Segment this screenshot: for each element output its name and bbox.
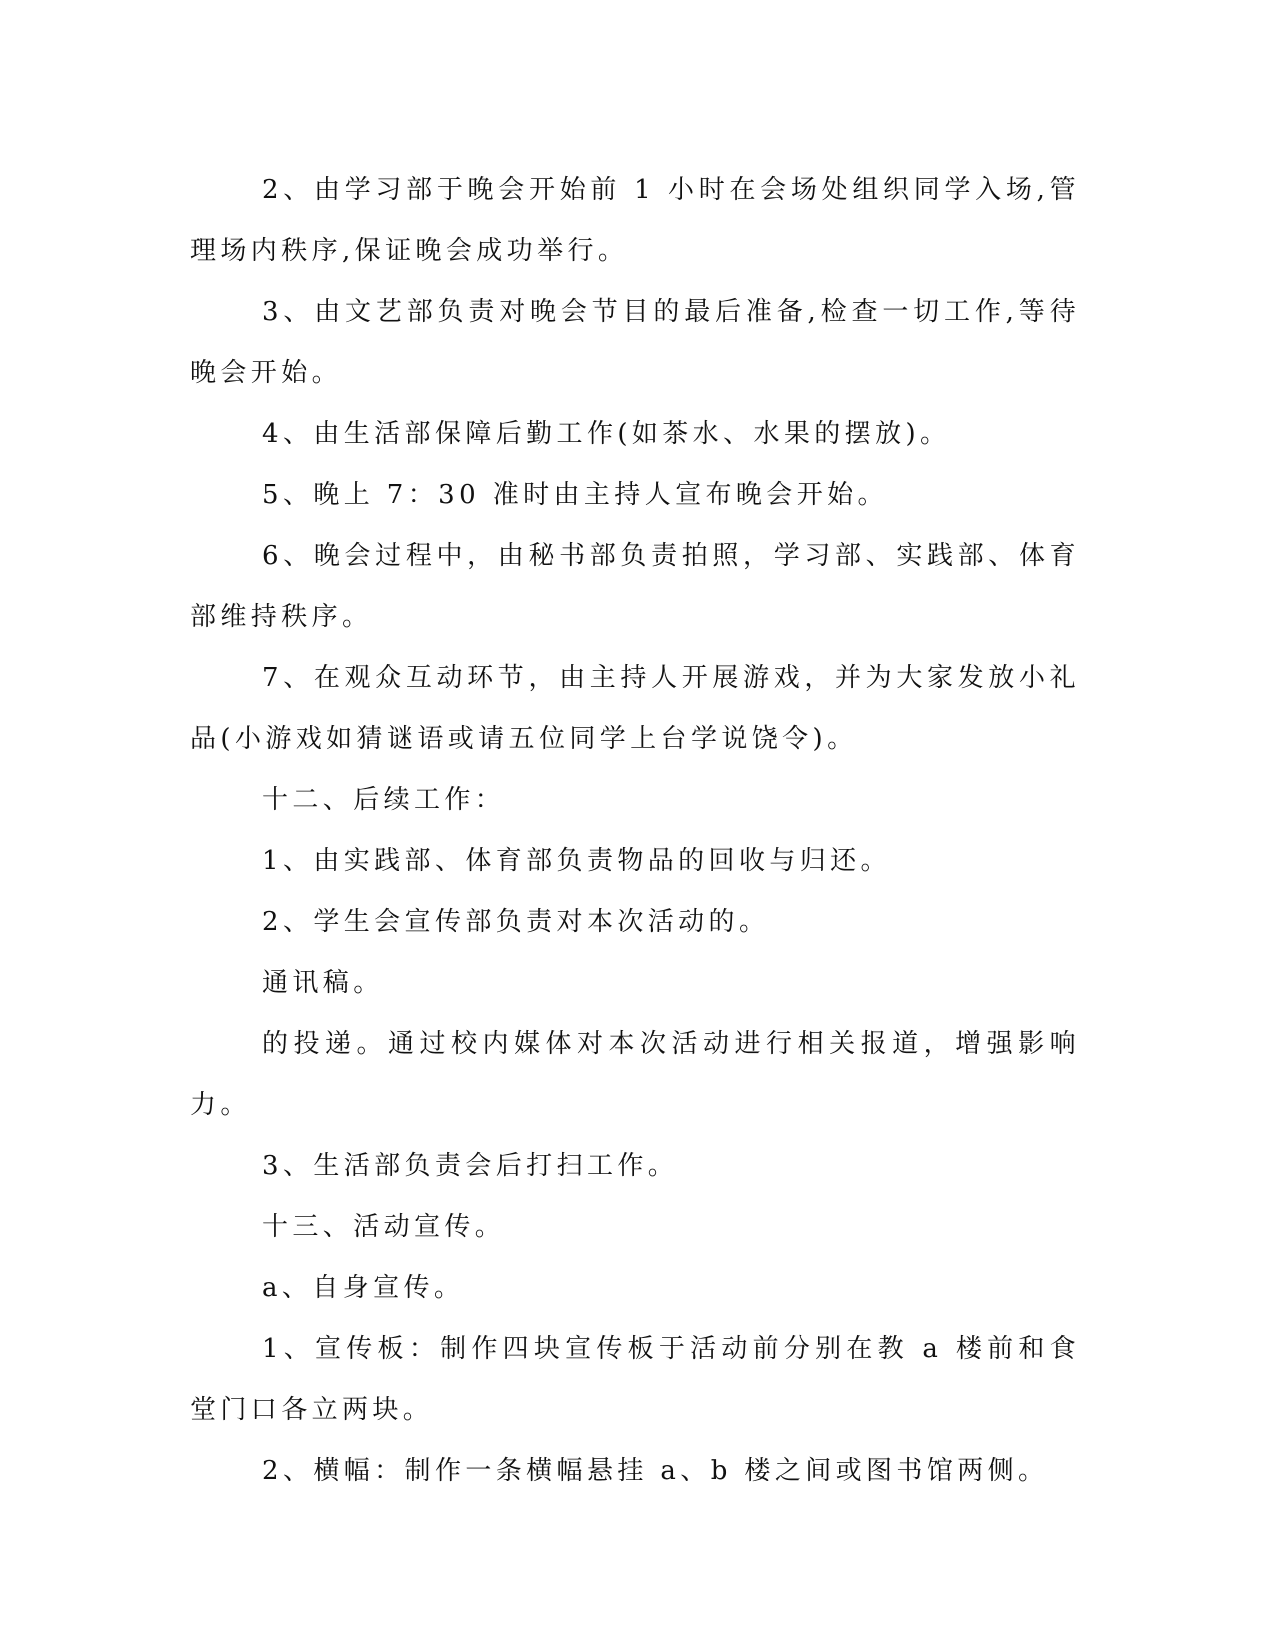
paragraph: 3、生活部负责会后打扫工作。: [262, 1151, 679, 1181]
paragraph: 5、晚上 7：30 准时由主持人宣布晚会开始。: [262, 480, 888, 510]
paragraph: 的投递。通过校内媒体对本次活动进行相关报道，增强影响力。: [190, 1029, 1080, 1120]
paragraph: 3、由文艺部负责对晚会节目的最后准备,检查一切工作,等待晚会开始。: [190, 297, 1080, 388]
paragraph: 通讯稿。: [262, 968, 384, 998]
paragraph: 7、在观众互动环节，由主持人开展游戏，并为大家发放小礼品(小游戏如猜谜语或请五位同学上台学说饶令)。: [190, 663, 1080, 754]
paragraph: 4、由生活部保障后勤工作(如茶水、水果的摆放)。: [262, 419, 951, 449]
paragraph: 2、由学习部于晚会开始前 1 小时在会场处组织同学入场,管理场内秩序,保证晚会成功举行。: [190, 175, 1080, 266]
paragraph: 2、学生会宣传部负责对本次活动的。: [262, 907, 770, 937]
document-body: [190, 160, 1080, 1502]
paragraph: 1、宣传板：制作四块宣传板于活动前分别在教 a 楼前和食堂门口各立两块。: [190, 1334, 1080, 1425]
subsection-heading: a、自身宣传。: [262, 1273, 465, 1303]
section-heading: 十三、活动宣传。: [262, 1212, 506, 1242]
paragraph: 6、晚会过程中，由秘书部负责拍照，学习部、实践部、体育部维持秩序。: [190, 541, 1080, 632]
section-heading: 十二、后续工作：: [262, 785, 506, 815]
paragraph: 2、横幅：制作一条横幅悬挂 a、b 楼之间或图书馆两侧。: [262, 1456, 1049, 1486]
paragraph: 1、由实践部、体育部负责物品的回收与归还。: [262, 846, 891, 876]
